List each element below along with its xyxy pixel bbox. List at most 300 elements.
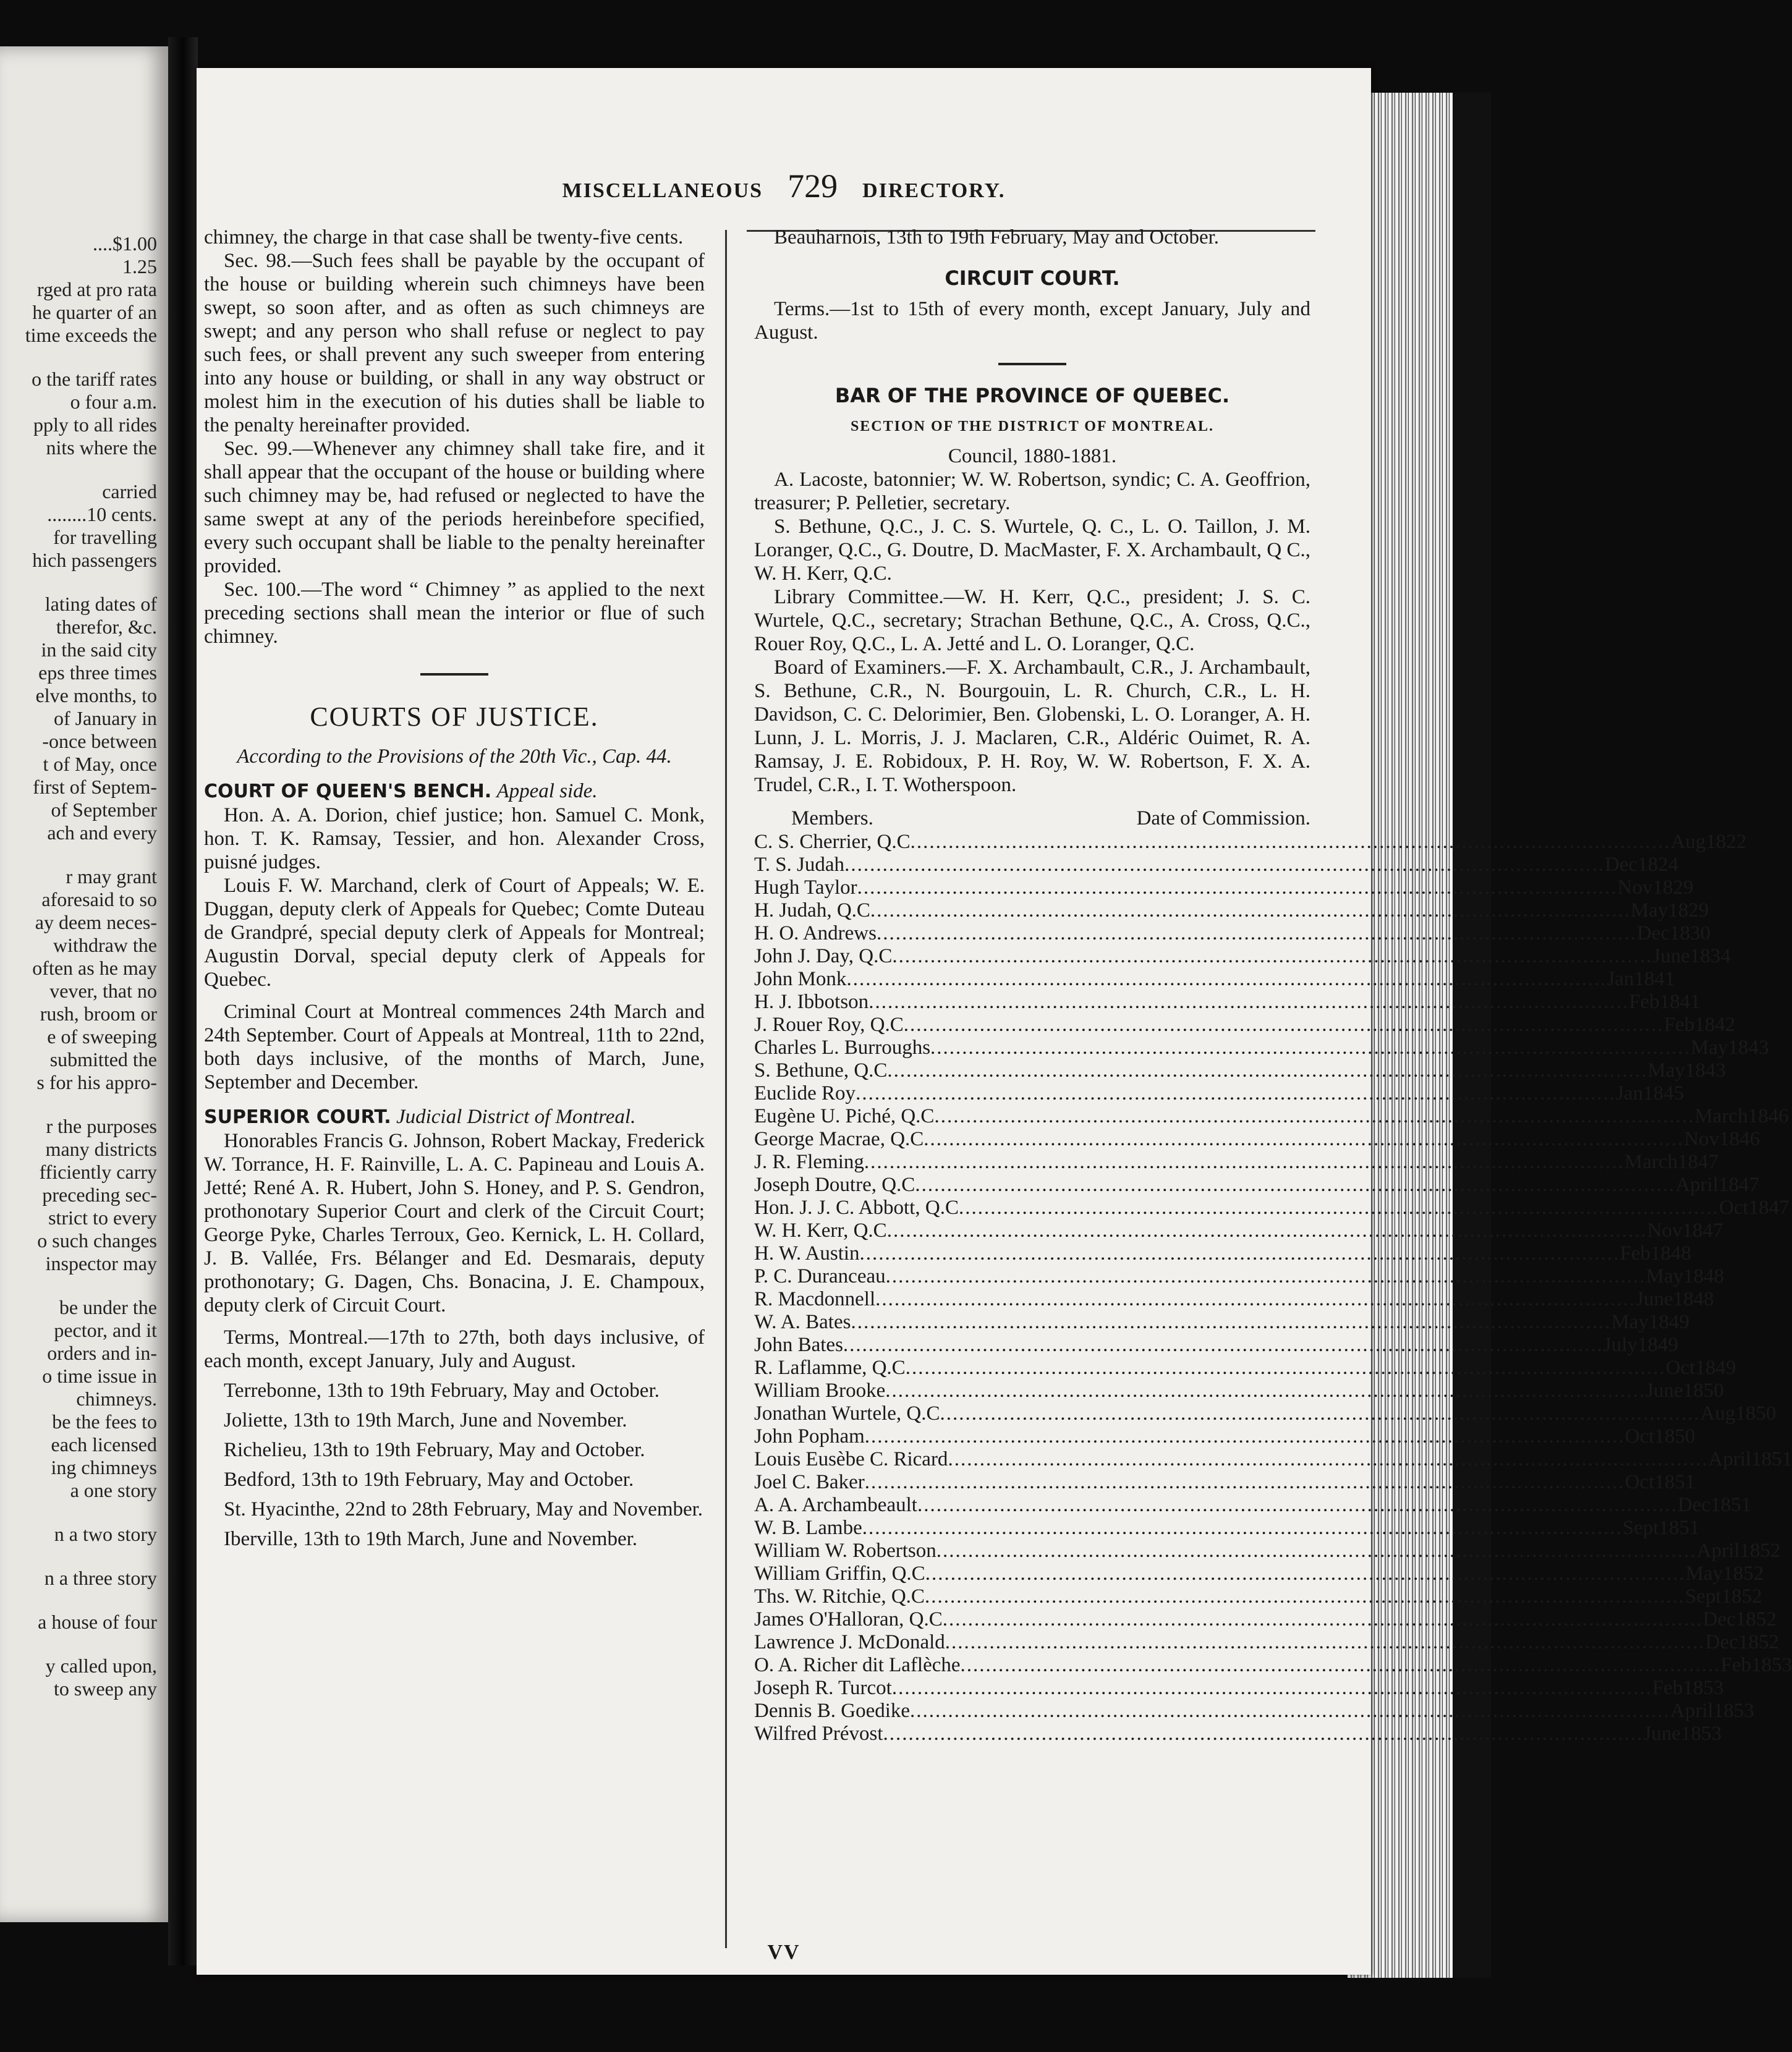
appeal-side-label: Appeal side. (496, 780, 598, 802)
member-row (754, 1242, 1692, 1265)
facing-page-line: submitted the (49, 1048, 157, 1071)
queens-bench-heading: COURT OF QUEEN'S BENCH. (204, 781, 492, 802)
member-name: Charles L. Burroughs (754, 1037, 931, 1059)
member-name: H. J. Ibbotson (754, 991, 869, 1013)
leader-dots: ........................................................................................................................ (892, 945, 1653, 967)
facing-page-line: elve months, to (35, 684, 157, 706)
leader-dots: ........................................................................................................................ (934, 1105, 1695, 1127)
commission-month: Jan (1616, 1082, 1644, 1104)
member-row (754, 1516, 1700, 1539)
member-row (754, 1036, 1769, 1059)
leader-dots: ........................................................................................................................ (885, 1380, 1646, 1402)
facing-page-line: lating dates of (45, 593, 157, 615)
commission-month: Oct (1718, 1197, 1749, 1219)
leader-dots: ........................................................................................................................ (883, 1723, 1644, 1745)
leader-dots: ........................................................................................................................ (910, 831, 1671, 853)
facing-page-line: he quarter of an (32, 301, 157, 323)
facing-page-line: be the fees to (52, 1410, 157, 1433)
commission-year: 1850 (1735, 1402, 1777, 1425)
commission-year: 1853 (1683, 1677, 1724, 1699)
facing-page-line: o four a.m. (70, 391, 157, 413)
commission-month: June (1652, 945, 1690, 967)
commission-year: 1851 (1751, 1448, 1792, 1470)
paragraph-board-of-examiners: Board of Examiners.—F. X. Archambault, C.R., J. Archambault, S. Bethune, C.R., N. Bourgouin, L. R. Church, C.R., L. H. Davidson, C. C. Delorimier, Ben. Globenski, L. O. Loranger, A. H. Lunn, J. L. Morris, J. J. Maclaren, C.R., Aldéric Ouimet, R. A. Ramsay, J. E. Robidoux, P. H. Roy, W. W. Robertson, F. X. A. Trudel, C.R., I. T. Wotherspoon. (754, 656, 1310, 796)
leader-dots: ........................................................................................................................ (859, 1242, 1620, 1265)
member-name: Euclide Roy (754, 1082, 856, 1104)
member-name: Dennis B. Goedike (754, 1700, 911, 1722)
commission-year: 1829 (1668, 899, 1709, 922)
leader-dots: ........................................................................................................................ (960, 1654, 1721, 1676)
facing-page-line: ach and every (47, 821, 157, 844)
paragraph-circuit-terms: Terms.—1st to 15th of every month, except January, July and August. (754, 298, 1310, 344)
facing-page-line: t of May, once (43, 753, 157, 775)
member-name: Joseph R. Turcot (754, 1677, 892, 1699)
facing-page-line: often as he may (32, 957, 157, 979)
leader-dots: ........................................................................................................................ (936, 1540, 1697, 1562)
facing-page-line: r may grant (66, 865, 157, 888)
commission-year: 1852 (1735, 1608, 1777, 1630)
facing-page-line: e of sweeping (47, 1025, 157, 1048)
member-name: T. S. Judah (754, 854, 845, 876)
bar-heading: BAR OF THE PROVINCE OF QUEBEC. (834, 384, 1230, 407)
member-name: William Brooke (754, 1380, 886, 1402)
member-row (754, 1196, 1790, 1219)
running-head (197, 167, 1371, 205)
commission-year: 1848 (1683, 1265, 1725, 1287)
member-row (754, 1219, 1723, 1242)
member-name: W. A. Bates (754, 1311, 851, 1333)
paragraph-criminal-court: Criminal Court at Montreal commences 24th March and 24th September. Court of Appeals at Montreal, 11th to 22nd, both days inclusive, of the months of March, June, September and December. (204, 1001, 705, 1093)
bar-section-subtitle: SECTION OF THE DISTRICT OF MONTREAL. (850, 418, 1215, 435)
commission-month: March (1694, 1105, 1748, 1127)
facing-page-line: of September (51, 799, 157, 821)
facing-page-line: many districts (45, 1138, 157, 1160)
member-name: William W. Robertson (754, 1540, 936, 1562)
member-row (754, 1630, 1779, 1653)
member-name: John J. Day, Q.C (754, 945, 893, 967)
member-name: J. R. Fleming (754, 1151, 864, 1173)
commission-month: July (1603, 1334, 1637, 1356)
commission-year: 1847 (1748, 1197, 1790, 1219)
commission-month: June (1645, 1380, 1683, 1402)
member-name: W. H. Kerr, Q.C (754, 1219, 887, 1242)
commission-month: Feb (1629, 991, 1660, 1013)
member-name: John Monk (754, 968, 847, 990)
member-name: H. W. Austin (754, 1242, 860, 1265)
facing-page-line: strict to every (48, 1206, 157, 1229)
book-gutter (168, 37, 198, 1965)
member-row (754, 1585, 1762, 1608)
leader-dots: ........................................................................................................................ (876, 922, 1637, 944)
commission-year: 1847 (1718, 1174, 1759, 1196)
commission-year: 1850 (1654, 1425, 1696, 1448)
commission-year: 1843 (1684, 1059, 1726, 1082)
member-name: C. S. Cherrier, Q.C (754, 831, 911, 853)
leader-dots: ........................................................................................................................ (917, 1494, 1678, 1516)
commission-year: 1843 (1728, 1037, 1769, 1059)
facing-page-line: for travelling (53, 526, 157, 548)
leader-dots: ........................................................................................................................ (958, 1197, 1719, 1219)
paragraph-superior-court: Honorables Francis G. Johnson, Robert Mackay, Frederick W. Torrance, H. F. Rainville, L. A. C. Papineau and Louis A. Jetté; René A. R. Hubert, John S. Honey, and P. S. Gendron, prothonotary Superior Court and clerk of the Circuit Court; George Pyke, Charles Terroux, Geo. Kernick, L. H. Collard, J. B. Vallée, Frs. Bélanger and Ed. Desmarais, deputy prothonotary; G. Dagen, Chs. Bonacina, J. E. Champoux, deputy clerk of Circuit Court. (204, 1130, 705, 1316)
member-name: H. Judah, Q.C (754, 899, 870, 922)
commission-month: April (1670, 1700, 1713, 1722)
facing-page-line: y called upon, (45, 1655, 157, 1677)
member-row (754, 1562, 1764, 1585)
member-row (754, 876, 1694, 899)
commission-year: 1841 (1634, 968, 1675, 990)
commission-year: 1852 (1723, 1562, 1764, 1585)
member-row (754, 1722, 1722, 1745)
commission-month: Jan (1607, 968, 1634, 990)
facing-page-line: of January in (53, 707, 157, 729)
facing-page-line: in the said city (41, 638, 157, 661)
commission-month: Feb (1620, 1242, 1651, 1265)
commission-year: 1849 (1637, 1334, 1678, 1356)
paragraph-beauharnois: Beauharnois, 13th to 19th February, May and October. (774, 226, 1220, 248)
member-row (754, 1127, 1760, 1150)
leader-dots: ........................................................................................................................ (910, 1700, 1671, 1722)
member-name: Louis Eusèbe C. Ricard (754, 1448, 948, 1470)
facing-page-line: n a two story (54, 1523, 157, 1545)
paragraph-judges: Hon. A. A. Dorion, chief justice; hon. Samuel C. Monk, hon. T. K. Ramsay, Tessier, and hon. Alexander Cross, puisné judges. (204, 804, 705, 873)
facing-page-line: chimneys. (76, 1388, 157, 1410)
commission-month: Dec (1636, 922, 1670, 944)
facing-page-line: ....$1.00 (93, 232, 157, 255)
leader-dots: ........................................................................................................................ (856, 1082, 1616, 1104)
paragraph-joliette: Joliette, 13th to 19th March, June and November. (224, 1409, 627, 1431)
commission-column-label: Date of Commission. (1136, 807, 1310, 829)
member-name: Jonathan Wurtele, Q.C (754, 1402, 940, 1425)
member-row (754, 1310, 1689, 1333)
member-name: R. Macdonnell (754, 1288, 876, 1310)
commission-year: 1851 (1658, 1517, 1700, 1539)
commission-year: 1834 (1689, 945, 1731, 967)
signature-mark: VV (767, 1941, 800, 1964)
commission-month: Aug (1670, 831, 1706, 853)
facing-page-line: be under the (59, 1296, 157, 1318)
facing-page-line: ay deem neces- (35, 911, 157, 933)
section-rule (998, 363, 1066, 365)
facing-page-line: preceding sec- (42, 1184, 157, 1206)
commission-year: 1824 (1637, 854, 1679, 876)
commission-year: 1852 (1739, 1540, 1781, 1562)
commission-year: 1842 (1694, 1014, 1736, 1036)
member-row (754, 1104, 1789, 1127)
facing-page-line: pply to all rides (33, 413, 157, 436)
leader-dots: ........................................................................................................................ (891, 1677, 1652, 1699)
leader-dots: ........................................................................................................................ (846, 968, 1607, 990)
right-column (754, 226, 1792, 1745)
leader-dots: ........................................................................................................................ (924, 1585, 1685, 1608)
paragraph-sec-99: Sec. 99.—Whenever any chimney shall take fire, and it shall appear that the occupant of the house or building where such chimney may be, had refused or neglected to have the same swept at any of the periods hereinbefore specified, every such occupant shall be liable to the penalty hereinafter provided. (204, 438, 705, 577)
commission-month: Sept (1622, 1517, 1659, 1539)
member-name: Hugh Taylor (754, 876, 857, 899)
commission-month: Dec (1605, 854, 1638, 876)
paragraph-sec-98: Sec. 98.—Such fees shall be payable by the occupant of the house or building wherein such chimneys have been swept, so soon after, and as often as such chimneys are swept; and any person who shall refuse or neglect to pay such fees, or shall prevent any such sweeper from entering into any house or building, or shall in any way obstruct or molest him in the execution of his duties shall be liable to the penalty hereinafter provided. (204, 250, 705, 436)
commission-month: April (1708, 1448, 1752, 1470)
member-row (754, 1470, 1696, 1493)
leader-dots: ........................................................................................................................ (940, 1402, 1701, 1425)
superior-court-heading-line (204, 1105, 705, 1129)
facing-page-line: 1.25 (122, 255, 157, 278)
facing-page-line: r the purposes (46, 1115, 157, 1137)
member-row (754, 1379, 1724, 1402)
member-name: A. A. Archambeault (754, 1494, 917, 1516)
commission-year: 1848 (1673, 1288, 1714, 1310)
column-divider (725, 230, 727, 1948)
leader-dots: ........................................................................................................................ (948, 1448, 1709, 1470)
leader-dots: ........................................................................................................................ (864, 1151, 1624, 1173)
member-row (754, 1539, 1781, 1562)
commission-year: 1853 (1681, 1723, 1722, 1745)
superior-court-heading: SUPERIOR COURT. (204, 1106, 391, 1128)
paragraph-clerks: Louis F. W. Marchand, clerk of Court of Appeals; W. E. Duggan, deputy clerk of Appeals for Quebec; Comte Duteau de Grandpré, special deputy clerk of Appeals for Montreal; Augustin Dorval, special deputy clerk of Appeals for Quebec. (204, 875, 705, 991)
leader-dots: ........................................................................................................................ (862, 1517, 1623, 1539)
facing-page-line: therefor, &c. (56, 616, 157, 638)
member-name: Hon. J. J. C. Abbott, Q.C (754, 1197, 959, 1219)
commission-month: June (1636, 1288, 1673, 1310)
paragraph-richelieu: Richelieu, 13th to 19th February, May and October. (224, 1439, 645, 1461)
member-name: Eugène U. Piché, Q.C (754, 1105, 935, 1127)
member-row (754, 1150, 1718, 1173)
facing-page-line: rush, broom or (40, 1003, 157, 1025)
member-row (754, 1082, 1684, 1104)
facing-page-line: o the tariff rates (32, 368, 157, 390)
member-name: Ths. W. Ritchie, Q.C (754, 1585, 925, 1608)
member-row (754, 1059, 1726, 1082)
member-row (754, 1425, 1696, 1448)
circuit-court-heading: CIRCUIT COURT. (945, 266, 1120, 290)
facing-page-line: ing chimneys (51, 1456, 157, 1478)
commission-month: April (1696, 1540, 1740, 1562)
facing-page-line: first of Septem- (33, 776, 157, 798)
leader-dots: ........................................................................................................................ (864, 1425, 1625, 1448)
facing-page-line: ........10 cents. (47, 503, 157, 525)
member-row (754, 830, 1747, 853)
commission-month: Feb (1720, 1654, 1752, 1676)
commission-year: 1822 (1705, 831, 1747, 853)
commission-year: 1830 (1670, 922, 1711, 944)
facing-page-line: to sweep any (53, 1677, 157, 1700)
courts-of-justice-heading: COURTS OF JUSTICE. (310, 702, 599, 732)
commission-year: 1847 (1682, 1219, 1723, 1242)
commission-year: 1852 (1738, 1631, 1779, 1653)
commission-month: May (1630, 899, 1668, 922)
facing-page-fragment (0, 46, 168, 1922)
member-name: H. O. Andrews (754, 922, 877, 944)
commission-month: May (1647, 1059, 1685, 1082)
paragraph-sec-100: Sec. 100.—The word “ Chimney ” as applied to the next preceding sections shall mean the interior or flue of such chimney. (204, 579, 705, 648)
facing-page-line: a one story (70, 1479, 157, 1501)
members-list (754, 830, 1792, 1745)
member-row (754, 1448, 1792, 1470)
facing-page-line: s for his appro- (36, 1071, 157, 1093)
paragraph-council-members: S. Bethune, Q.C., J. C. S. Wurtele, Q. C., L. O. Taillon, J. M. Loranger, Q.C., G. Doutre, D. MacMaster, F. X. Archambault, Q C., W. H. Kerr, Q.C. (754, 515, 1310, 585)
member-name: W. B. Lambe (754, 1517, 862, 1539)
commission-month: June (1643, 1723, 1681, 1745)
commission-month: Sept (1684, 1585, 1722, 1608)
leader-dots: ........................................................................................................................ (945, 1631, 1705, 1653)
member-row (754, 1013, 1736, 1036)
judicial-district-label: Judicial District of Montreal. (396, 1106, 636, 1128)
member-name: William Griffin, Q.C (754, 1562, 925, 1585)
leader-dots: ........................................................................................................................ (887, 1059, 1648, 1082)
member-name: George Macrae, Q.C (754, 1128, 924, 1150)
member-name: J. Rouer Roy, Q.C (754, 1014, 904, 1036)
member-name: Joel C. Baker (754, 1471, 865, 1493)
commission-month: Nov (1617, 876, 1653, 899)
member-row (754, 1653, 1792, 1676)
paragraph-chimney-charge: chimney, the charge in that case shall be twenty-five cents. (204, 226, 684, 248)
members-table-header (754, 807, 1310, 830)
commission-year: 1850 (1683, 1380, 1724, 1402)
member-name: John Bates (754, 1334, 843, 1356)
facing-page-line: withdraw the (53, 934, 157, 956)
leader-dots: ........................................................................................................................ (886, 1219, 1647, 1242)
leader-dots: ........................................................................................................................ (885, 1265, 1646, 1287)
commission-year: 1849 (1648, 1311, 1689, 1333)
section-rule (420, 673, 488, 676)
members-column-label: Members. (791, 807, 873, 829)
facing-page-line: orders and in- (47, 1342, 157, 1364)
member-name: P. C. Duranceau (754, 1265, 886, 1287)
commission-year: 1846 (1719, 1128, 1760, 1150)
commission-month: May (1685, 1562, 1723, 1585)
commission-month: Dec (1702, 1608, 1736, 1630)
leader-dots: ........................................................................................................................ (870, 899, 1631, 922)
leader-dots: ........................................................................................................................ (924, 1128, 1684, 1150)
commission-year: 1853 (1713, 1700, 1754, 1722)
commission-month: Nov (1647, 1219, 1683, 1242)
facing-page-line: rged at pro rata (37, 278, 157, 300)
leader-dots: ........................................................................................................................ (851, 1311, 1612, 1333)
member-row (754, 899, 1709, 922)
leader-dots: ........................................................................................................................ (942, 1608, 1703, 1630)
paragraph-bedford: Bedford, 13th to 19th February, May and October. (224, 1469, 634, 1491)
member-name: Lawrence J. McDonald (754, 1631, 945, 1653)
running-head-right: DIRECTORY. (862, 179, 1006, 202)
commission-year: 1846 (1747, 1105, 1789, 1127)
paragraph-council-officers: A. Lacoste, batonnier; W. W. Robertson, syndic; C. A. Geoffrion, treasurer; P. Pelletier, secretary. (754, 468, 1310, 514)
member-row (754, 1402, 1777, 1425)
leader-dots: ........................................................................................................................ (915, 1174, 1676, 1196)
directory-page (197, 68, 1792, 1975)
commission-year: 1849 (1695, 1357, 1736, 1379)
facing-page-line: inspector may (45, 1252, 157, 1274)
facing-page-line: fficiently carry (39, 1161, 157, 1183)
leader-dots: ........................................................................................................................ (930, 1037, 1691, 1059)
paragraph-st-hyacinthe: St. Hyacinthe, 22nd to 28th February, May and November. (224, 1498, 703, 1520)
commission-month: Oct (1624, 1471, 1655, 1493)
leader-dots: ........................................................................................................................ (844, 854, 1605, 876)
paragraph-terrebonne: Terrebonne, 13th to 19th February, May and October. (224, 1380, 660, 1402)
facing-page-line: -once between (42, 730, 157, 752)
facing-page-line: o time issue in (42, 1365, 157, 1387)
member-row (754, 1265, 1725, 1287)
facing-page-line: a house of four (38, 1611, 157, 1633)
leader-dots: ........................................................................................................................ (868, 991, 1629, 1013)
queens-bench-heading-line (204, 779, 705, 803)
commission-year: 1829 (1652, 876, 1694, 899)
paragraph-iberville: Iberville, 13th to 19th March, June and November. (224, 1528, 638, 1550)
courts-subtitle: According to the Provisions of the 20th Vic., Cap. 44. (237, 745, 672, 768)
member-row (754, 990, 1701, 1013)
paragraph-terms-montreal: Terms, Montreal.—17th to 27th, both days inclusive, of each month, except January, July and August. (204, 1326, 705, 1372)
member-row (754, 1493, 1752, 1516)
commission-month: Oct (1624, 1425, 1655, 1448)
commission-month: April (1675, 1174, 1718, 1196)
commission-month: Aug (1700, 1402, 1736, 1425)
commission-month: Oct (1665, 1357, 1696, 1379)
member-row (754, 853, 1679, 876)
member-row (754, 1356, 1736, 1379)
member-name: Joseph Doutre, Q.C (754, 1174, 915, 1196)
member-row (754, 1676, 1724, 1699)
member-name: James O'Halloran, Q.C (754, 1608, 943, 1630)
page-number: 729 (788, 167, 838, 205)
facing-page-line: carried (102, 480, 157, 502)
commission-month: Dec (1677, 1494, 1711, 1516)
commission-month: Feb (1663, 1014, 1695, 1036)
member-name: John Popham (754, 1425, 865, 1448)
commission-year: 1852 (1721, 1585, 1762, 1608)
commission-month: Nov (1684, 1128, 1720, 1150)
facing-page-line: eps three times (38, 661, 157, 684)
leader-dots: ........................................................................................................................ (857, 876, 1618, 899)
facing-page-line: vever, that no (49, 980, 157, 1002)
facing-page-line: o such changes (37, 1229, 157, 1252)
facing-page-line: hich passengers (32, 549, 157, 571)
commission-month: Feb (1652, 1677, 1683, 1699)
facing-page-line: nits where the (46, 436, 157, 459)
commission-month: March (1624, 1151, 1678, 1173)
facing-page-line: aforesaid to so (41, 888, 157, 910)
facing-page-line: time exceeds the (25, 324, 157, 346)
leader-dots: ........................................................................................................................ (864, 1471, 1625, 1493)
commission-year: 1841 (1659, 991, 1701, 1013)
member-row (754, 1608, 1777, 1630)
member-row (754, 922, 1711, 944)
leader-dots: ........................................................................................................................ (905, 1357, 1666, 1379)
leader-dots: ........................................................................................................................ (903, 1014, 1664, 1036)
commission-year: 1851 (1710, 1494, 1752, 1516)
member-row (754, 1287, 1714, 1310)
left-column (197, 226, 705, 1551)
commission-year: 1851 (1654, 1471, 1696, 1493)
member-row (754, 1173, 1759, 1196)
leader-dots: ........................................................................................................................ (875, 1288, 1636, 1310)
leader-dots: ........................................................................................................................ (925, 1562, 1686, 1585)
member-name: Wilfred Prévost (754, 1723, 883, 1745)
commission-month: Dec (1705, 1631, 1738, 1653)
running-head-left: MISCELLANEOUS (562, 179, 763, 202)
commission-year: 1845 (1643, 1082, 1684, 1104)
commission-year: 1853 (1751, 1654, 1792, 1676)
member-name: O. A. Richer dit Laflèche (754, 1654, 961, 1676)
facing-page-line: pector, and it (54, 1319, 157, 1341)
member-row (754, 944, 1731, 967)
facing-page-line: n a three story (44, 1567, 157, 1589)
council-year: Council, 1880-1881. (948, 445, 1117, 467)
commission-month: May (1645, 1265, 1684, 1287)
member-name: R. Laflamme, Q.C (754, 1357, 906, 1379)
paragraph-library-committee: Library Committee.—W. H. Kerr, Q.C., president; J. S. C. Wurtele, Q.C., secretary; Strachan Bethune, Q.C., A. Cross, Q.C., Rouer Roy, Q.C., L. A. Jetté and L. O. Loranger, Q.C. (754, 586, 1310, 655)
member-row (754, 967, 1675, 990)
commission-year: 1848 (1650, 1242, 1692, 1265)
facing-page-line: each licensed (51, 1433, 157, 1456)
commission-year: 1847 (1678, 1151, 1718, 1173)
member-row (754, 1333, 1678, 1356)
